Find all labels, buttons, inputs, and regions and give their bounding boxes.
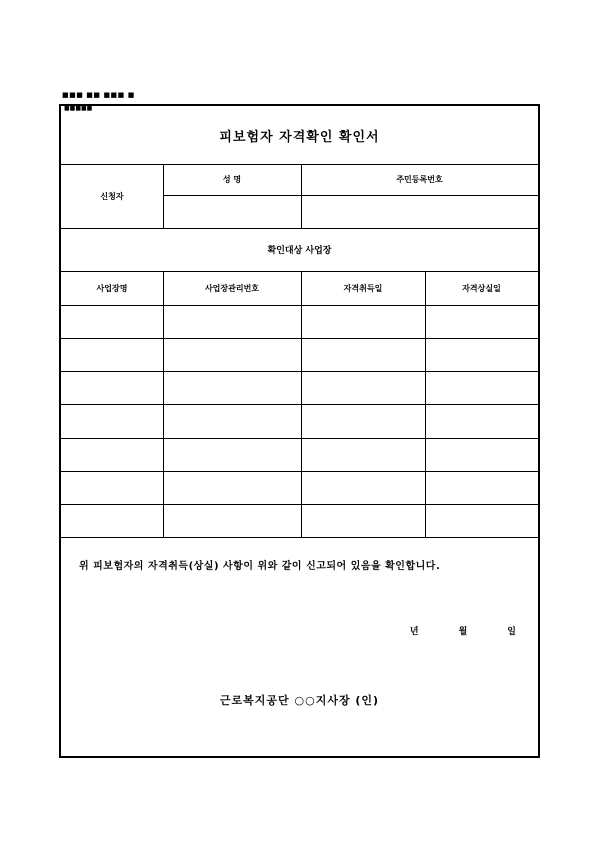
table-cell[interactable]: [301, 404, 425, 437]
date-month: 월: [458, 627, 468, 637]
table-cell[interactable]: [163, 438, 301, 471]
date-year: 년: [409, 627, 419, 637]
table-cell[interactable]: [301, 504, 425, 537]
table-cell[interactable]: [61, 305, 163, 338]
column-header: 자격취득일: [343, 283, 383, 293]
date-line: [410, 624, 516, 637]
applicant-label: 신청자: [100, 191, 124, 201]
table-cell[interactable]: [301, 305, 425, 338]
table-cell[interactable]: [425, 504, 538, 537]
table-cell[interactable]: [425, 471, 538, 504]
table-cell[interactable]: [425, 305, 538, 338]
row-divider: [61, 504, 538, 505]
confirmation-form: [59, 104, 540, 758]
table-cell[interactable]: [61, 504, 163, 537]
form-number-tag: ■■■■■: [64, 105, 93, 112]
table-cell[interactable]: [163, 305, 301, 338]
table-cell[interactable]: [61, 471, 163, 504]
row-divider: [61, 404, 538, 405]
table-cell[interactable]: [425, 404, 538, 437]
divider: [61, 537, 538, 538]
resident-number-field[interactable]: [301, 195, 538, 228]
statement-text: 위 피보험자의 자격취득(상실) 사항이 위와 같이 신고되어 있음을 확인합니다.: [79, 561, 441, 572]
name-label: 성 명: [222, 175, 242, 184]
form-title: 피보험자 자격확인 확인서: [219, 129, 380, 145]
row-divider: [61, 371, 538, 372]
signer-line: 근로복지공단 ○○지사장 (인): [219, 694, 380, 707]
table-cell[interactable]: [425, 371, 538, 404]
date-day: 일: [507, 627, 516, 637]
table-cell[interactable]: [61, 371, 163, 404]
table-cell[interactable]: [301, 471, 425, 504]
name-field[interactable]: [163, 195, 301, 228]
table-cell[interactable]: [163, 404, 301, 437]
row-divider: [61, 471, 538, 472]
table-cell[interactable]: [425, 338, 538, 371]
table-cell[interactable]: [163, 504, 301, 537]
row-divider: [61, 438, 538, 439]
table-cell[interactable]: [61, 404, 163, 437]
section-title: 확인대상 사업장: [267, 246, 332, 256]
table-cell[interactable]: [301, 438, 425, 471]
table-cell[interactable]: [163, 338, 301, 371]
table-cell[interactable]: [301, 371, 425, 404]
column-header: 사업장명: [96, 283, 128, 293]
table-cell[interactable]: [61, 438, 163, 471]
table-cell[interactable]: [425, 438, 538, 471]
column-header: 사업장관리번호: [204, 283, 260, 293]
column-header: 자격상실일: [462, 283, 501, 293]
table-cell[interactable]: [163, 371, 301, 404]
resident-number-label: 주민등록번호: [396, 175, 443, 184]
reference-line: ■■■ ■■ ■■■ ■: [62, 91, 135, 99]
table-cell[interactable]: [301, 338, 425, 371]
table-cell[interactable]: [61, 338, 163, 371]
row-divider: [61, 338, 538, 339]
table-cell[interactable]: [163, 471, 301, 504]
